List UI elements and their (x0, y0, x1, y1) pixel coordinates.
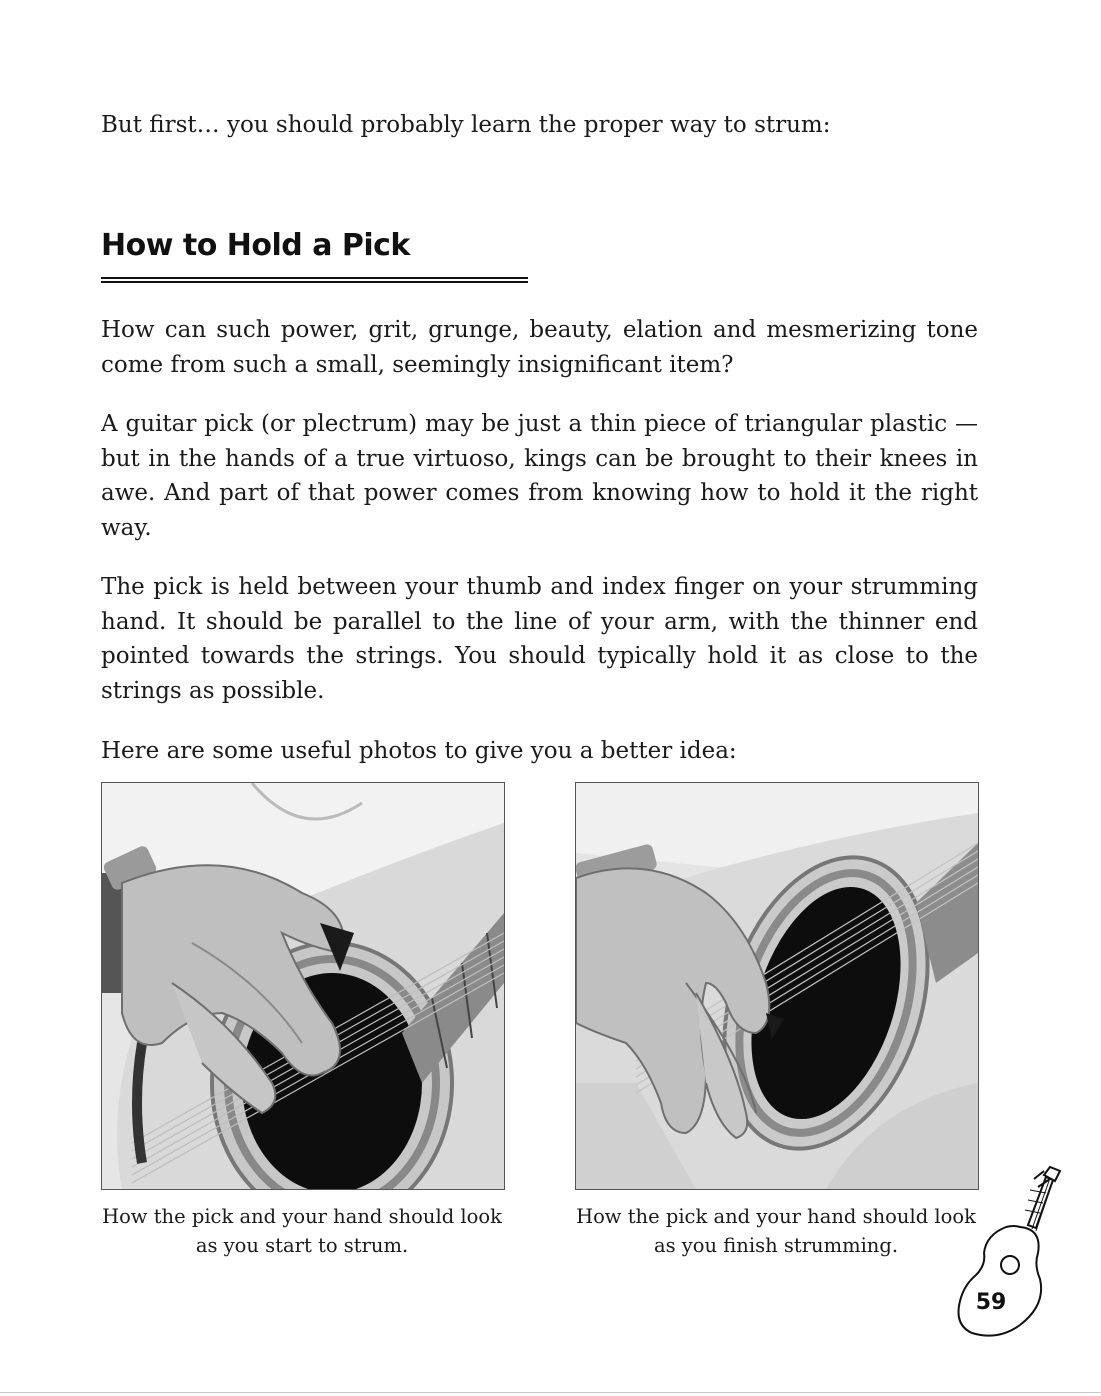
page-bottom-border (0, 1392, 1101, 1393)
paragraph-2: A guitar pick (or plectrum) may be just a thin piece of triangular plastic — but in the hands of a true virtuoso, kings can be brought to their knees in awe. And part of that power comes from knowing how to hold it the right way. (101, 411, 978, 541)
paragraph-3: The pick is held between your thumb and index finger on your strumming hand. It should be parallel to the line of your arm, with the thinner end pointed towards the strings. You should typically hold it as close to the strings as possible. (101, 574, 978, 704)
section-heading: How to Hold a Pick (101, 228, 410, 263)
photo-start-strum (101, 782, 505, 1190)
paragraph-1: How can such power, grit, grunge, beauty, elation and mesmerizing tone come from such a small, seemingly insignificant item? (101, 317, 978, 378)
photo-caption-finish: How the pick and your hand should look as you finish strumming. (576, 1205, 976, 1257)
paragraph-4: Here are some useful photos to give you a better idea: (101, 738, 737, 764)
page-number: 59 (975, 1290, 1007, 1315)
photo-finish-strum (575, 782, 979, 1190)
intro-text: But first… you should probably learn the proper way to strum: (101, 112, 831, 138)
guitar-illustration-icon (950, 1165, 1062, 1345)
photo-caption-start: How the pick and your hand should look as you start to strum. (102, 1205, 502, 1257)
heading-underline (101, 277, 528, 287)
guitar-hand-photo-1 (102, 783, 504, 1189)
guitar-hand-photo-2 (576, 783, 978, 1189)
